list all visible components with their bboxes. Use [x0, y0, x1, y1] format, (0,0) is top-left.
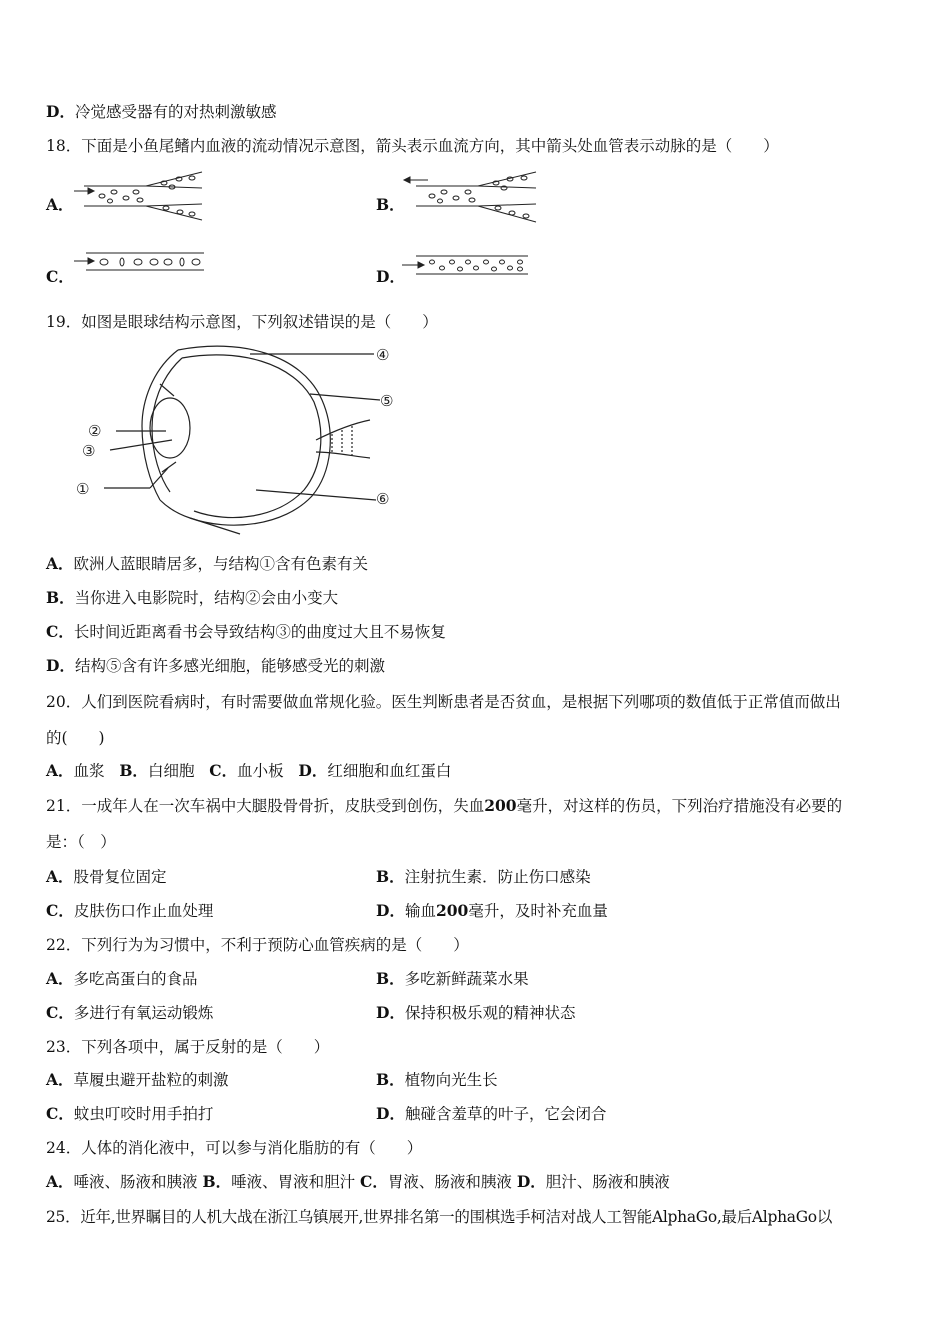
- q18-option-b-label: B．: [376, 195, 405, 214]
- q20-stem-line1: 20．人们到医院看病时，有时需要做血常规化验。医生判断患者是否贫血，是根据下列哪项的数值低于正常值而做出: [46, 693, 841, 711]
- eye-label-1: ①: [76, 480, 90, 498]
- q19-eye-diagram: [70, 340, 410, 535]
- q24-options: A．唾液、肠液和胰液 B．唾液、胃液和胆汁 C．胃液、肠液和胰液 D．胆汁、肠液和胰液: [46, 1172, 670, 1191]
- q25-stem: 25．近年,世界瞩目的人机大战在浙江乌镇展开,世界排名第一的围棋选手柯洁对战人工智能AlphaGo,最后AlphaGo以: [46, 1208, 833, 1226]
- q19-option-a: A．欧洲人蓝眼睛居多，与结构①含有色素有关: [46, 554, 369, 573]
- q20-options: A．血浆 B．白细胞 C．血小板 D．红细胞和血红蛋白: [46, 761, 452, 780]
- q18-option-d-label: D．: [376, 267, 405, 286]
- q18-option-c-label: C．: [46, 267, 74, 286]
- q18-figure-c: [74, 250, 206, 274]
- q23-option-c: C．蚊虫叮咬时用手拍打: [46, 1104, 214, 1123]
- q20-stem-line2: 的( ): [46, 729, 105, 747]
- q18-figure-a: [74, 170, 209, 222]
- q21-option-d: D．输血200毫升，及时补充血量: [376, 901, 608, 920]
- q23-option-b: B．植物向光生长: [376, 1070, 498, 1089]
- eye-label-5: ⑤: [380, 392, 394, 410]
- q21-option-c: C．皮肤伤口作止血处理: [46, 901, 214, 920]
- q18-option-a-label: A．: [46, 195, 74, 214]
- q19-option-b: B．当你进入电影院时，结构②会由小变大: [46, 588, 339, 607]
- q19-stem: 19．如图是眼球结构示意图，下列叙述错误的是（ ）: [46, 313, 438, 331]
- eye-label-4: ④: [376, 346, 390, 364]
- q21-option-a: A．股骨复位固定: [46, 867, 167, 886]
- eye-label-3: ③: [82, 442, 96, 460]
- q22-option-b: B．多吃新鲜蔬菜水果: [376, 969, 529, 988]
- q24-stem: 24．人体的消化液中，可以参与消化脂肪的有（ ）: [46, 1139, 423, 1157]
- q18-figure-d: [402, 254, 530, 276]
- eye-label-6: ⑥: [376, 490, 390, 508]
- eye-label-2: ②: [88, 422, 102, 440]
- q22-option-a: A．多吃高蛋白的食品: [46, 969, 198, 988]
- q18-stem: 18．下面是小鱼尾鳍内血液的流动情况示意图，箭头表示血流方向，其中箭头处血管表示动脉的是（ ）: [46, 137, 779, 155]
- q21-stem-line1: 21．一成年人在一次车祸中大腿股骨骨折，皮肤受到创伤，失血200毫升，对这样的伤员，下列治疗措施没有必要的: [46, 796, 843, 815]
- q23-option-d: D．触碰含羞草的叶子，它会闭合: [376, 1104, 607, 1123]
- q19-option-d: D．结构⑤含有许多感光细胞，能够感受光的刺激: [46, 656, 385, 675]
- q18-figure-b: [402, 170, 542, 224]
- q22-option-d: D．保持积极乐观的精神状态: [376, 1003, 576, 1022]
- q22-option-c: C．多进行有氧运动锻炼: [46, 1003, 214, 1022]
- q22-stem: 22．下列行为为习惯中，不利于预防心血管疾病的是（ ）: [46, 936, 469, 954]
- q23-option-a: A．草履虫避开盐粒的刺激: [46, 1070, 229, 1089]
- prev-option-d: D．冷觉感受器有的对热刺激敏感: [46, 102, 277, 121]
- q23-stem: 23．下列各项中，属于反射的是（ ）: [46, 1038, 330, 1056]
- q19-option-c: C．长时间近距离看书会导致结构③的曲度过大且不易恢复: [46, 622, 446, 641]
- q21-stem-line2: 是：（ ）: [46, 833, 116, 851]
- q21-option-b: B．注射抗生素．防止伤口感染: [376, 867, 591, 886]
